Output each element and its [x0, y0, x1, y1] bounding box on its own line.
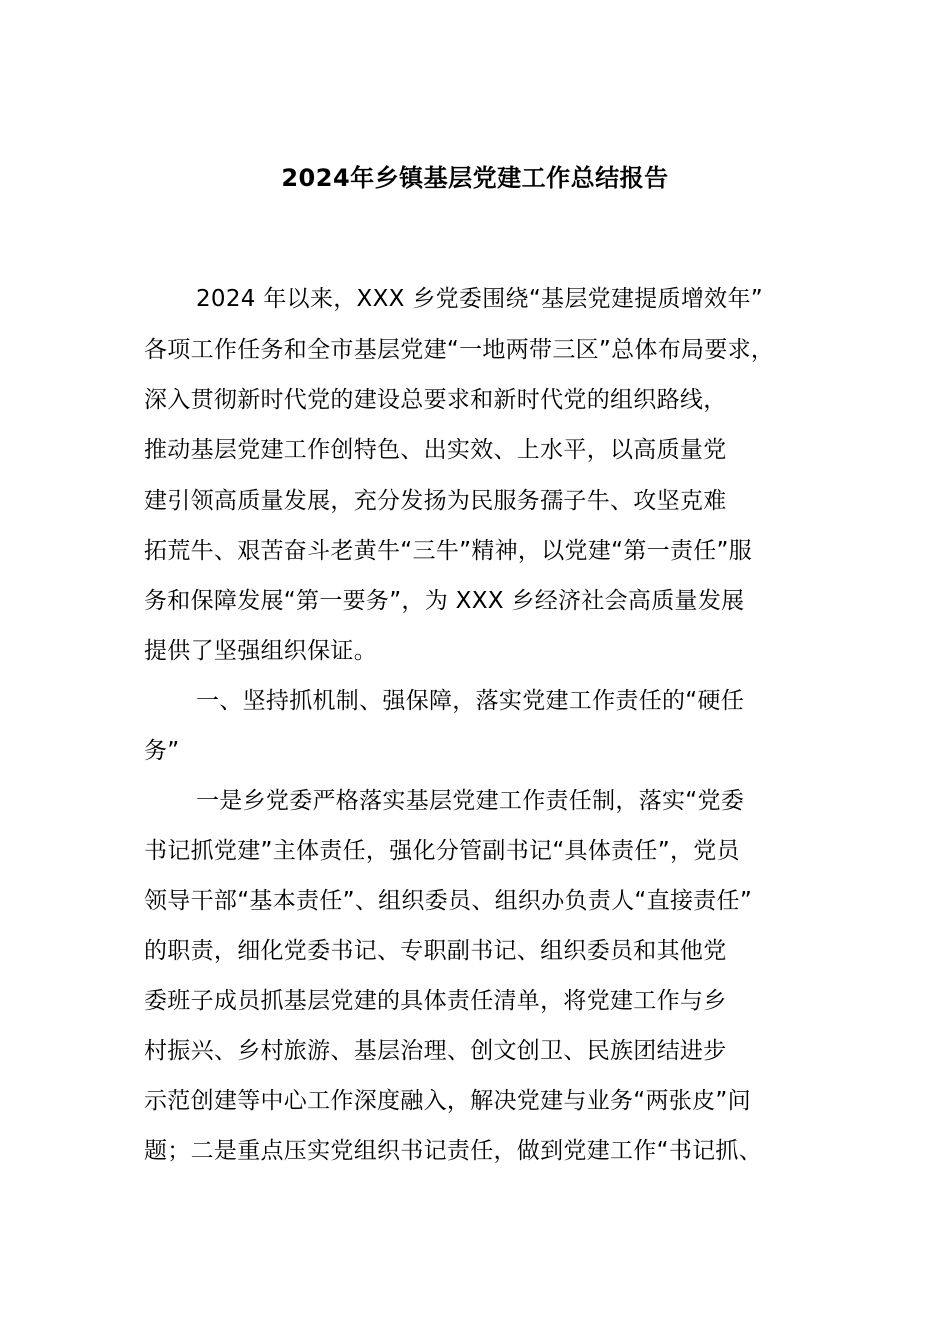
paragraph-line: 务和保障发展“第一要务”，为 XXX 乡经济社会高质量发展: [144, 588, 745, 614]
paragraph-line: 深入贯彻新时代党的建设总要求和新时代党的组织路线，: [144, 387, 727, 413]
section-heading-line: 一、坚持抓机制、强保障，落实党建工作责任的“硬任: [196, 688, 745, 714]
paragraph-line: 拓荒牛、艰苦奋斗老黄牛“三牛”精神，以党建“第一责任”服: [144, 538, 753, 564]
section-heading-line: 务”: [144, 738, 180, 764]
paragraph-line: 领导干部“基本责任”、组织委员、组织办负责人“直接责任”: [144, 888, 753, 914]
paragraph-line: 建引领高质量发展，充分发扬为民服务孺子牛、攻坚克难: [144, 488, 727, 514]
paragraph-line: 提供了坚强组织保证。: [144, 638, 377, 664]
paragraph-line: 村振兴、乡村旅游、基层治理、创文创卫、民族团结进步: [144, 1038, 727, 1064]
paragraph-line: 一是乡党委严格落实基层党建工作责任制，落实“党委: [196, 788, 745, 814]
paragraph-line: 2024 年以来，XXX 乡党委围绕“基层党建提质增效年”: [196, 286, 763, 312]
paragraph-line: 委班子成员抓基层党建的具体责任清单，将党建工作与乡: [144, 988, 727, 1014]
paragraph-line: 各项工作任务和全市基层党建“一地两带三区”总体布局要求，: [144, 337, 775, 363]
paragraph-line: 推动基层党建工作创特色、出实效、上水平，以高质量党: [144, 437, 727, 463]
paragraph-line: 示范创建等中心工作深度融入，解决党建与业务“两张皮”问: [144, 1088, 751, 1114]
document-title: 2024年乡镇基层党建工作总结报告: [281, 164, 669, 192]
paragraph-line: 题；二是重点压实党组织书记责任，做到党建工作“书记抓、: [144, 1138, 763, 1164]
paragraph-line: 的职责，细化党委书记、专职副书记、组织委员和其他党: [144, 938, 727, 964]
paragraph-line: 书记抓党建”主体责任，强化分管副书记“具体责任”，党员: [144, 838, 740, 864]
